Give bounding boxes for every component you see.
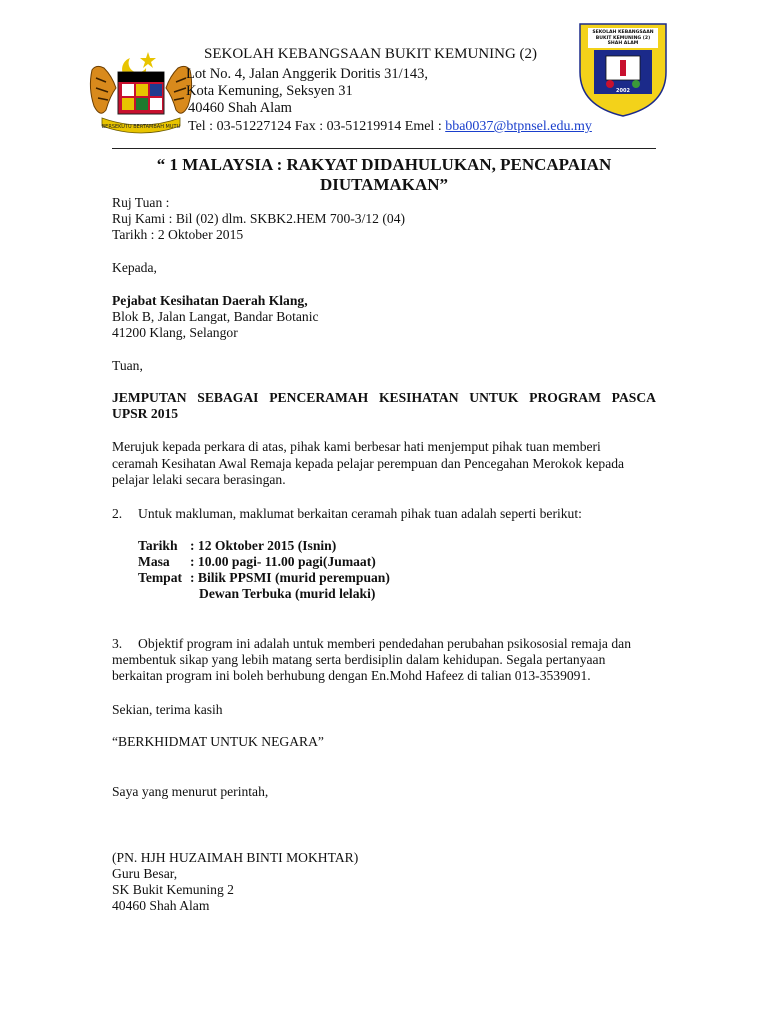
para1-line-2: ceramah Kesihatan Awal Remaja kepada pelajar perempuan dan Pencegahan Merokok kepada <box>112 456 625 471</box>
signatory-city: 40460 Shah Alam <box>112 898 210 913</box>
closing-sekian: Sekian, terima kasih <box>112 702 223 717</box>
letter-date: Tarikh : 2 Oktober 2015 <box>112 227 244 242</box>
email-link[interactable]: bba0037@btpnsel.edu.my <box>445 119 592 134</box>
kepada-label: Kepada, <box>112 260 157 275</box>
para3-line-2: membentuk sikap yang lebih matang serta berdisiplin dalam kehidupan. Segala pertanyaan <box>112 652 606 667</box>
signatory-name: (PN. HJH HUZAIMAH BINTI MOKHTAR) <box>112 850 359 865</box>
detail-masa-label: Masa <box>138 554 170 569</box>
coat-of-arms-logo <box>86 48 196 134</box>
school-name: SEKOLAH KEBANGSAAN BUKIT KEMUNING (2) <box>204 46 538 62</box>
address-line-1: Lot No. 4, Jalan Anggerik Doritis 31/143, <box>186 66 429 82</box>
recipient-address-2: 41200 Klang, Selangor <box>112 325 238 340</box>
signatory-title: Guru Besar, <box>112 866 178 881</box>
school-badge-logo <box>578 20 668 118</box>
para1-line-3: pelajar lelaki secara berasingan. <box>112 472 286 487</box>
para3-line-1: Objektif program ini adalah untuk memberi pendedahan perubahan psikososial remaja dan <box>138 636 631 651</box>
salutation: Tuan, <box>112 358 143 373</box>
badge-year-text: 2002 <box>616 88 630 94</box>
motto-line-1: “ 1 MALAYSIA : RAKYAT DIDAHULUKAN, PENCAPAIAN <box>156 155 612 174</box>
closing-saya: Saya yang menurut perintah, <box>112 784 269 799</box>
detail-tarikh-label: Tarikh <box>138 538 178 553</box>
badge-top-text: SEKOLAH KEBANGSAAN BUKIT KEMUNING (2) SHAH ALAM <box>592 30 654 46</box>
detail-tempat-label: Tempat <box>138 570 183 585</box>
subject-line-1: JEMPUTAN SEBAGAI PENCERAMAH KESIHATAN UNTUK PROGRAM PASCA <box>112 390 656 405</box>
header-divider <box>112 148 656 149</box>
address-line-3: 40460 Shah Alam <box>188 100 292 116</box>
detail-tarikh-value: : 12 Oktober 2015 (Isnin) <box>190 538 337 553</box>
signatory-school: SK Bukit Kemuning 2 <box>112 882 234 897</box>
para1-line-1: Merujuk kepada perkara di atas, pihak kami berbesar hati menjemput pihak tuan memberi <box>112 439 601 454</box>
para2-text: Untuk makluman, maklumat berkaitan ceramah pihak tuan adalah seperti berikut: <box>138 506 582 521</box>
crest-motto-text: BERSEKUTU BERTAMBAH MUTU <box>101 124 181 130</box>
para3-line-3: berkaitan program ini boleh berhubung dengan En.Mohd Hafeez di talian 013-3539091. <box>112 668 591 683</box>
detail-masa-value: : 10.00 pagi- 11.00 pagi(Jumaat) <box>190 554 376 569</box>
ruj-kami: Ruj Kami : Bil (02) dlm. SKBK2.HEM 700-3/12 (04) <box>112 211 406 226</box>
para2-number: 2. <box>112 506 123 521</box>
ruj-tuan: Ruj Tuan : <box>112 195 170 210</box>
para3-number: 3. <box>112 636 123 651</box>
address-line-2: Kota Kemuning, Seksyen 31 <box>186 83 353 99</box>
detail-tempat-value: : Bilik PPSMI (murid perempuan) <box>190 570 390 585</box>
contact-numbers: Tel : 03-51227124 Fax : 03-51219914 Emel : <box>188 119 442 134</box>
contact-line <box>188 117 592 136</box>
closing-slogan: “BERKHIDMAT UNTUK NEGARA” <box>112 734 324 749</box>
detail-tempat-value-2: Dewan Terbuka (murid lelaki) <box>199 586 376 601</box>
motto-line-2: DIUTAMAKAN” <box>319 175 449 194</box>
recipient-address-1: Blok B, Jalan Langat, Bandar Botanic <box>112 309 319 324</box>
subject-line-2: UPSR 2015 <box>112 406 179 421</box>
recipient-name: Pejabat Kesihatan Daerah Klang, <box>112 293 308 308</box>
